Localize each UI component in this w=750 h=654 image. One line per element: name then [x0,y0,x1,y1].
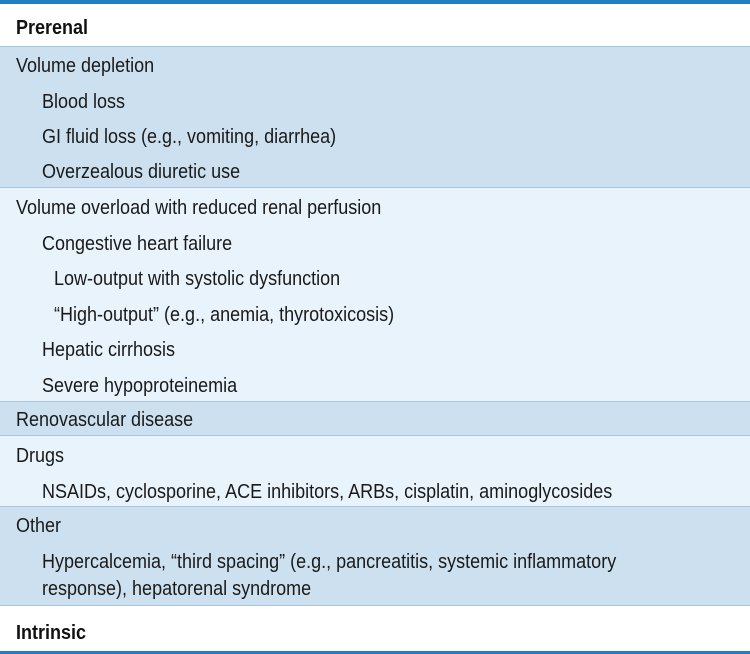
list-item: GI fluid loss (e.g., vomiting, diarrhea) [42,126,337,148]
list-item: Overzealous diuretic use [42,161,241,183]
group-title: Volume overload with reduced renal perfusion [16,197,382,219]
group-title: Renovascular disease [16,409,194,431]
list-item: Severe hypoproteinemia [42,375,238,397]
separator [0,187,750,188]
list-subitem: Low-output with systolic dysfunction [54,268,341,290]
separator [0,435,750,436]
list-subitem: “High-output” (e.g., anemia, thyrotoxicosis) [54,304,395,326]
list-item: NSAIDs, cyclosporine, ACE inhibitors, ARBs, cisplatin, aminoglycosides [42,481,613,503]
list-item: response), hepatorenal syndrome [42,578,312,600]
list-item: Congestive heart failure [42,233,233,255]
separator [0,401,750,402]
separator [0,506,750,507]
group-title: Drugs [16,445,65,467]
group-title: Other [16,515,62,537]
separator [0,605,750,606]
group-title: Volume depletion [16,55,155,77]
list-item: Hypercalcemia, “third spacing” (e.g., pancreatitis, systemic inflammatory [42,551,617,573]
band-volume-overload [0,187,750,401]
section-header-intrinsic: Intrinsic [16,622,87,644]
footer-band [0,606,750,651]
separator [0,46,750,47]
header-band [0,4,750,46]
list-item: Blood loss [42,91,126,113]
list-item: Hepatic cirrhosis [42,339,176,361]
section-header-prerenal: Prerenal [16,17,89,39]
